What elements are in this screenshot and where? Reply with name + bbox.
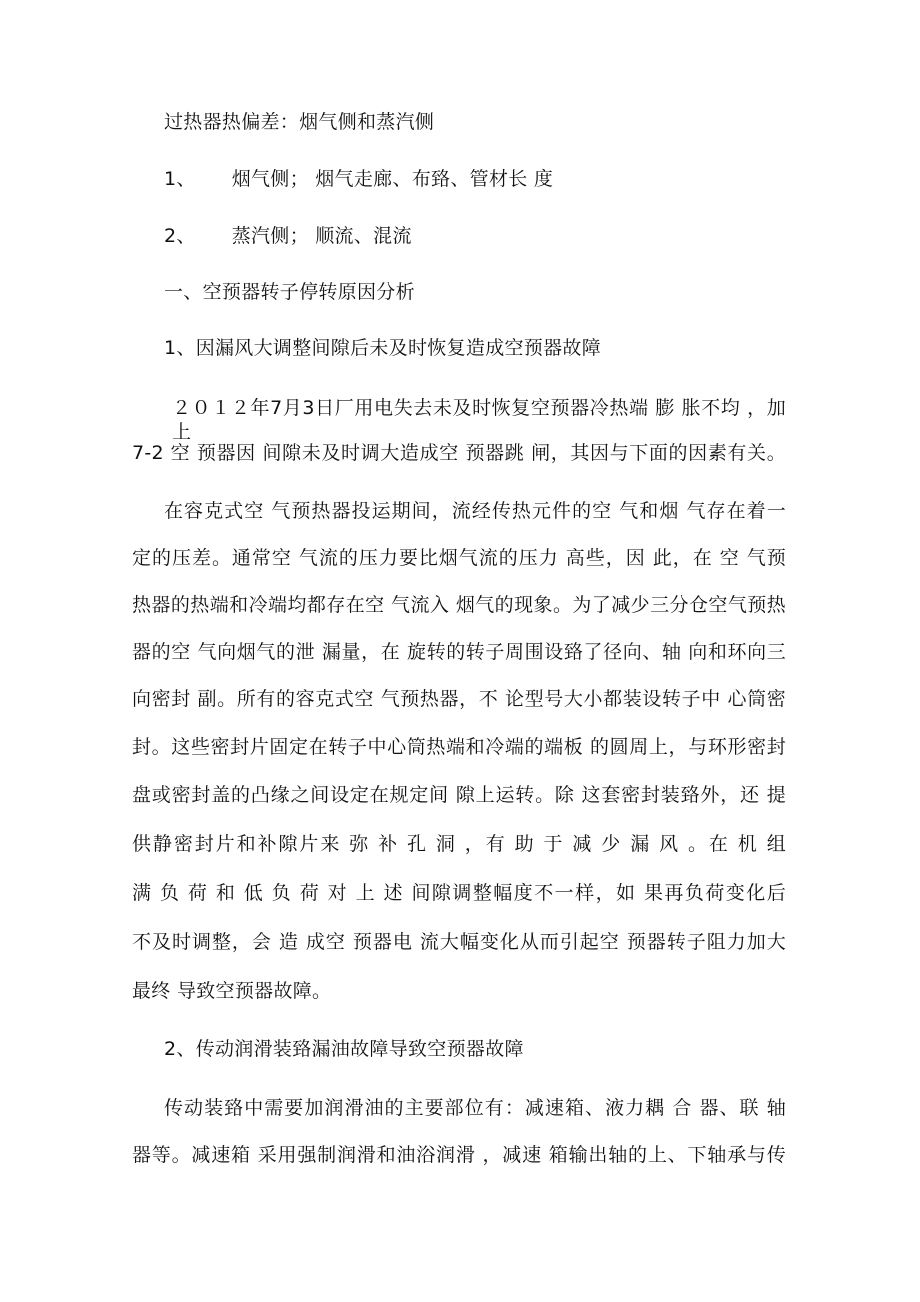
paragraph-1-line: ２０１２年7月3日厂用电失去未及时恢复空预器冷热端 膨 胀不均 ，加 上 — [172, 397, 786, 443]
paragraph-3-line: 器等。减速箱 采用强制润滑和油浴润滑 ，减速 箱输出轴的上、下轴承与传 — [132, 1144, 786, 1166]
list-item-2 — [164, 224, 412, 248]
paragraph-2-line: 封。这些密封片固定在转子中心筒热端和冷端的端板 的圆周上，与环形密封 — [132, 736, 786, 758]
paragraph-2-line: 盘或密封盖的凸缘之间设定在规定间 隙上运转。除 这套密封装臵外，还 提 — [132, 784, 786, 806]
paragraph-1-line: 7-2 空 预器因 间隙未及时调大造成空 预器跳 闸，其因与下面的因素有关。 — [132, 442, 786, 464]
paragraph-2-line: 最终 导致空预器故障。 — [132, 980, 332, 1002]
paragraph-2-line: 在容克式空 气预热器投运期间，流经传热元件的空 气和烟 气存在着一 — [164, 500, 786, 522]
list-item-2-number: 2、 — [164, 225, 196, 247]
paragraph-2-line: 定的压差。通常空 气流的压力要比烟气流的压力 高些，因 此，在 空 气预 — [132, 547, 786, 569]
section-1-title: 一、空预器转子停转原因分析 — [164, 281, 415, 303]
subsection-2-title: 2、传动润滑装臵漏油故障导致空预器故障 — [164, 1038, 524, 1060]
paragraph-2-line: 器的空 气向烟气的泄 漏量，在 旋转的转子周围设臵了径向、轴 向和环向三 — [132, 641, 786, 663]
paragraph-2-line: 供静密封片和补隙片来 弥 补 孔 洞 ，有 助 于 减 少 漏 风 。在 机 组 — [132, 833, 786, 855]
list-item-2-text: 蒸汽侧； 顺流、混流 — [231, 225, 412, 247]
superheater-heading: 过热器热偏差：烟气侧和蒸汽侧 — [164, 111, 435, 133]
list-item-1-number: 1、 — [164, 168, 196, 190]
paragraph-2-line: 不及时调整，会 造 成空 预器电 流大幅变化从而引起空 预器转子阻力加大 — [132, 931, 786, 953]
paragraph-2-line: 满 负 荷 和 低 负 荷 对 上 述 间隙调整幅度不一样，如 果再负荷变化后 — [132, 882, 786, 904]
paragraph-3-line: 传动装臵中需要加润滑油的主要部位有：减速箱、液力耦 合 器、联 轴 — [164, 1097, 786, 1119]
subsection-1-title: 1、因漏风大调整间隙后未及时恢复造成空预器故障 — [164, 337, 601, 359]
paragraph-2-line: 热器的热端和冷端均都存在空 气流入 烟气的现象。为了减少三分仓空气预热 — [132, 594, 786, 616]
paragraph-2-line: 向密封 副。所有的容克式空 气预热器，不 论型号大小都装设转子中 心筒密 — [132, 688, 786, 710]
list-item-1 — [164, 167, 553, 191]
list-item-1-text: 烟气侧； 烟气走廊、布臵、管材长 度 — [231, 168, 554, 190]
